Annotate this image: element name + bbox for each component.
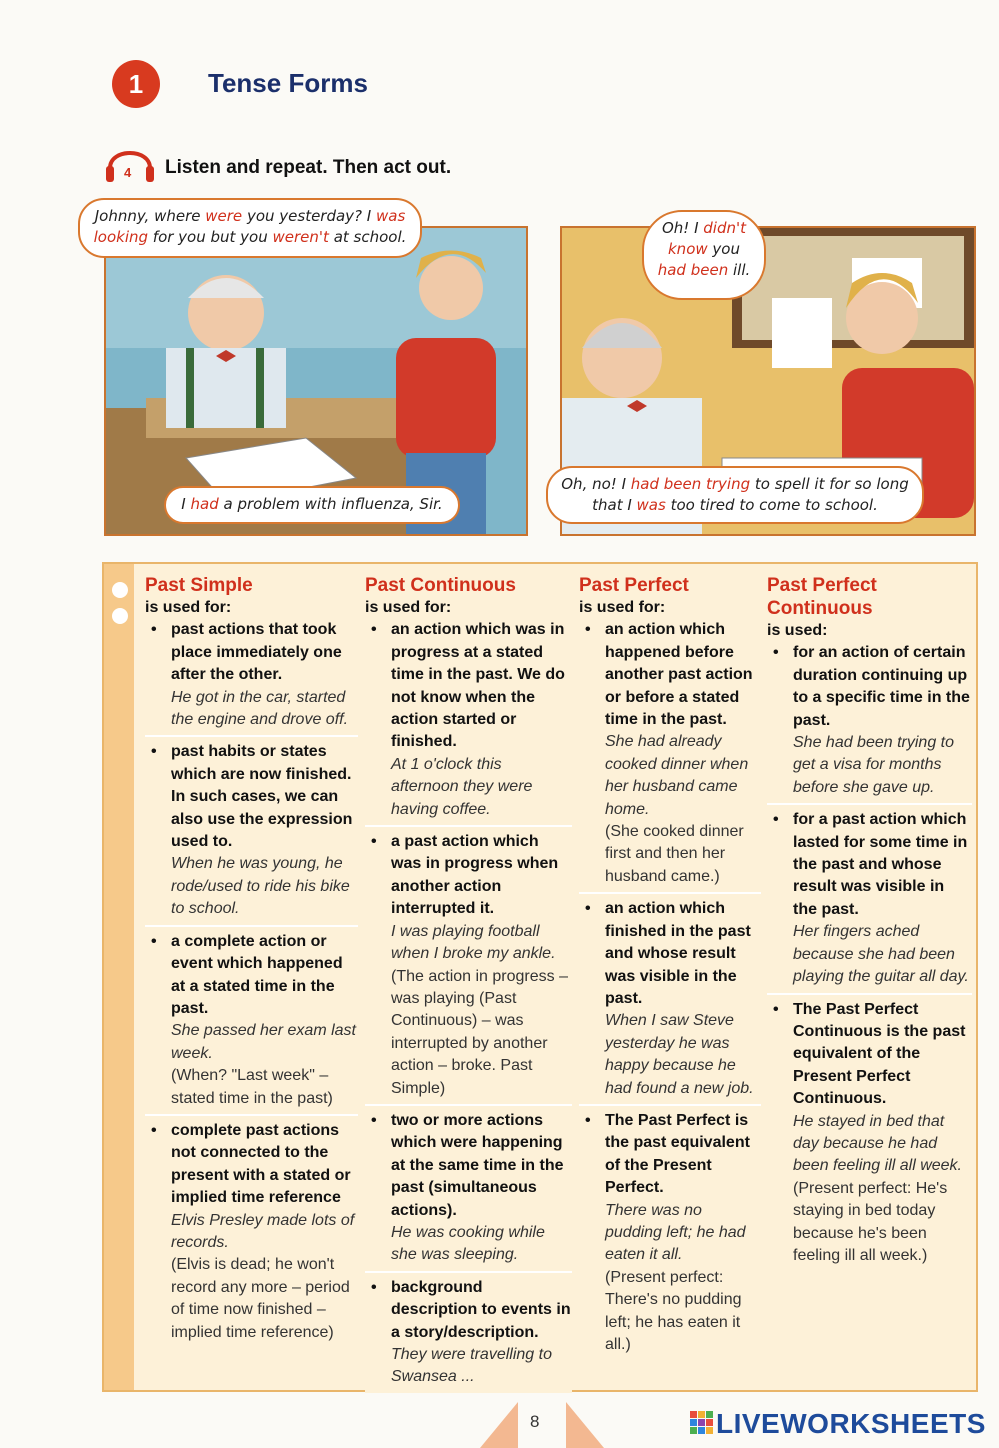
column-past-continuous [365,574,572,1397]
column-title: Past Perfect [579,575,689,596]
usage-rule: an action which was in progress at a stated time in the past. We do not know when the action started or finished. [391,621,565,751]
usage-example: She had been trying to get a visa for months before she gave up. [793,734,955,796]
usage-note: (Present perfect: There's no pudding left; he has eaten it all.) [605,1268,742,1353]
speech-bubble-johnny-2: Oh! I didn't know you had been ill. [642,210,766,300]
usage-example: Elvis Presley made lots of records. [171,1211,355,1251]
usage-item: • past habits or states which are now finished. In such cases, we can also use the expression used to. When he was young, he rode/used to ride his bike to school. [145,741,358,926]
usage-item: • an action which happened before another past action or before a stated time in the past. She had already cooked dinner when her husband came home. (She cooked dinner first and then her husband came.) [579,619,761,894]
column-subtitle: is used for: [145,599,232,616]
column-past-simple [145,574,358,1352]
page-number-decoration [470,1396,610,1448]
grammar-sidebar [104,564,134,1390]
usage-example: There was no pudding left; he had eaten it all. [605,1201,746,1264]
usage-example: He stayed in bed that day because he had been feeling ill all week. [793,1112,962,1175]
usage-item: • a complete action or event which happened at a stated time in the past. She passed her exam last week. (When? "Last week" – stated time in the past) [145,931,358,1116]
usage-example: When I saw Steve yesterday he was happy because he had found a new job. [605,1012,754,1097]
usage-example: He was cooking while she was sleeping. [391,1223,545,1264]
usage-rule: The Past Perfect is the past equivalent of the Present Perfect. [605,1111,750,1197]
column-title: Past Continuous [365,575,516,596]
usage-item: • for an action of certain duration continuing up to a specific time in the past. She had been trying to get a visa for months before she gave up. [767,642,972,805]
liveworksheets-brand[interactable]: LIVEWORKSHEETS [716,1408,986,1439]
usage-note: (She cooked dinner first and then her husband came.) [605,823,744,885]
usage-example: He got in the car, started the engine and drove off. [171,688,349,729]
usage-item: • The Past Perfect Continuous is the past equivalent of the Present Perfect Continuous. He stayed in bed that day because he had been feeling ill all week. (Present perfect: He's staying in bed today because he's been feeling ill all week.) [767,999,972,1272]
usage-rule: two or more actions which were happening at the same time in the past (simultaneous actions). [391,1111,564,1219]
column-subtitle: is used: [767,622,828,639]
usage-example: Her fingers ached because she had been playing the guitar all day. [793,923,969,986]
usage-item: • an action which finished in the past and whose result was visible in the past. When I saw Steve yesterday he was happy because he had found a new job. [579,898,761,1106]
speech-bubble-teacher-2: Oh, no! I had been trying to spell it for so long that I was too tired to come to school. [546,466,924,524]
usage-item: • two or more actions which were happening at the same time in the past (simultaneous actions). He was cooking while she was sleeping. [365,1110,572,1273]
usage-example: I was playing football when I broke my ankle. [391,922,556,963]
speech-bubble-johnny: I had a problem with influenza, Sir. [164,486,460,524]
usage-rule: for a past action which lasted for some time in the past and whose result was visible in the past. [793,811,968,918]
usage-note: (Present perfect: He's staying in bed today because he's been feeling ill all week.) [793,1179,948,1264]
usage-item: • for a past action which lasted for some time in the past and whose result was visible in the past. Her fingers ached because she had been playing the guitar all day. [767,809,972,994]
sidebar-dot [112,582,128,598]
column-past-perfect-continuous [767,574,972,1275]
usage-example: She passed her exam last week. [171,1022,356,1062]
instruction-text: Listen and repeat. Then act out. [165,157,452,178]
audio-track-icon[interactable] [104,138,156,188]
usage-item: • a past action which was in progress when another action interrupted it. I was playing football when I broke my ankle. (The action in progress – was playing (Past Continuous) – was interrupted by another action – broke. Past Simple) [365,831,572,1106]
usage-example: When he was young, he rode/used to ride his bike to school. [171,855,350,918]
usage-note: (When? "Last week" – stated time in the past) [171,1067,333,1107]
usage-example: She had already cooked dinner when her husband came home. [605,733,749,818]
column-subtitle: is used for: [579,599,666,616]
usage-item: • The Past Perfect is the past equivalent of the Present Perfect. There was no pudding left; he had eaten it all. (Present perfect: There's no pudding left; he has eaten it all.) [579,1110,761,1360]
column-subtitle: is used for: [365,599,452,616]
page-number: 8 [530,1412,540,1431]
usage-rule: complete past actions not connected to the present with a stated or implied time reference [171,1121,351,1207]
usage-rule: past habits or states which are now finished. In such cases, we can also use the expression used to. [171,743,353,851]
column-title: Past Simple [145,575,253,596]
usage-rule: background description to events in a story/description. [391,1278,571,1341]
usage-item: • an action which was in progress at a stated time in the past. We do not know when the action started or finished. At 1 o'clock this afternoon they were having coffee. [365,619,572,827]
usage-item: • background description to events in a story/description. They were travelling to Swansea ... [365,1277,572,1393]
usage-rule: The Past Perfect Continuous is the past equivalent of the Present Perfect Continuous. [793,1000,966,1108]
usage-rule: a past action which was in progress when another action interrupted it. [391,833,559,918]
column-past-perfect [579,574,761,1364]
page-title: Tense Forms [208,68,368,98]
track-number: 4 [124,165,132,180]
usage-item: • past actions that took place immediately one after the other. He got in the car, started the engine and drove off. [145,619,358,737]
unit-number-badge: 1 [112,60,160,108]
usage-rule: an action which happened before another past action or before a stated time in the past. [605,621,753,729]
usage-item: • complete past actions not connected to the present with a stated or implied time reference Elvis Presley made lots of records. (Elvis is dead; he won't record any more – period of time now finished – implied time reference) [145,1120,358,1348]
usage-rule: past actions that took place immediately one after the other. [171,621,342,684]
usage-example: At 1 o'clock this afternoon they were having coffee. [391,755,533,818]
column-title: Past Perfect Continuous [767,575,877,619]
sidebar-dot [112,608,128,624]
liveworksheets-logo-icon [690,1411,714,1435]
usage-note: (Elvis is dead; he won't record any more – period of time now finished – implied time reference) [171,1256,350,1341]
usage-rule: a complete action or event which happened at a stated time in the past. [171,932,343,1017]
usage-example: They were travelling to Swansea ... [391,1346,552,1386]
speech-bubble-teacher: Johnny, where were you yesterday? I was looking for you but you weren't at school. [78,198,422,258]
usage-rule: for an action of certain duration continuing up to a specific time in the past. [793,644,970,729]
usage-rule: an action which finished in the past and whose result was visible in the past. [605,900,751,1007]
usage-note: (The action in progress – was playing (Past Continuous) – was interrupted by another action – broke. Past Simple) [391,967,568,1097]
